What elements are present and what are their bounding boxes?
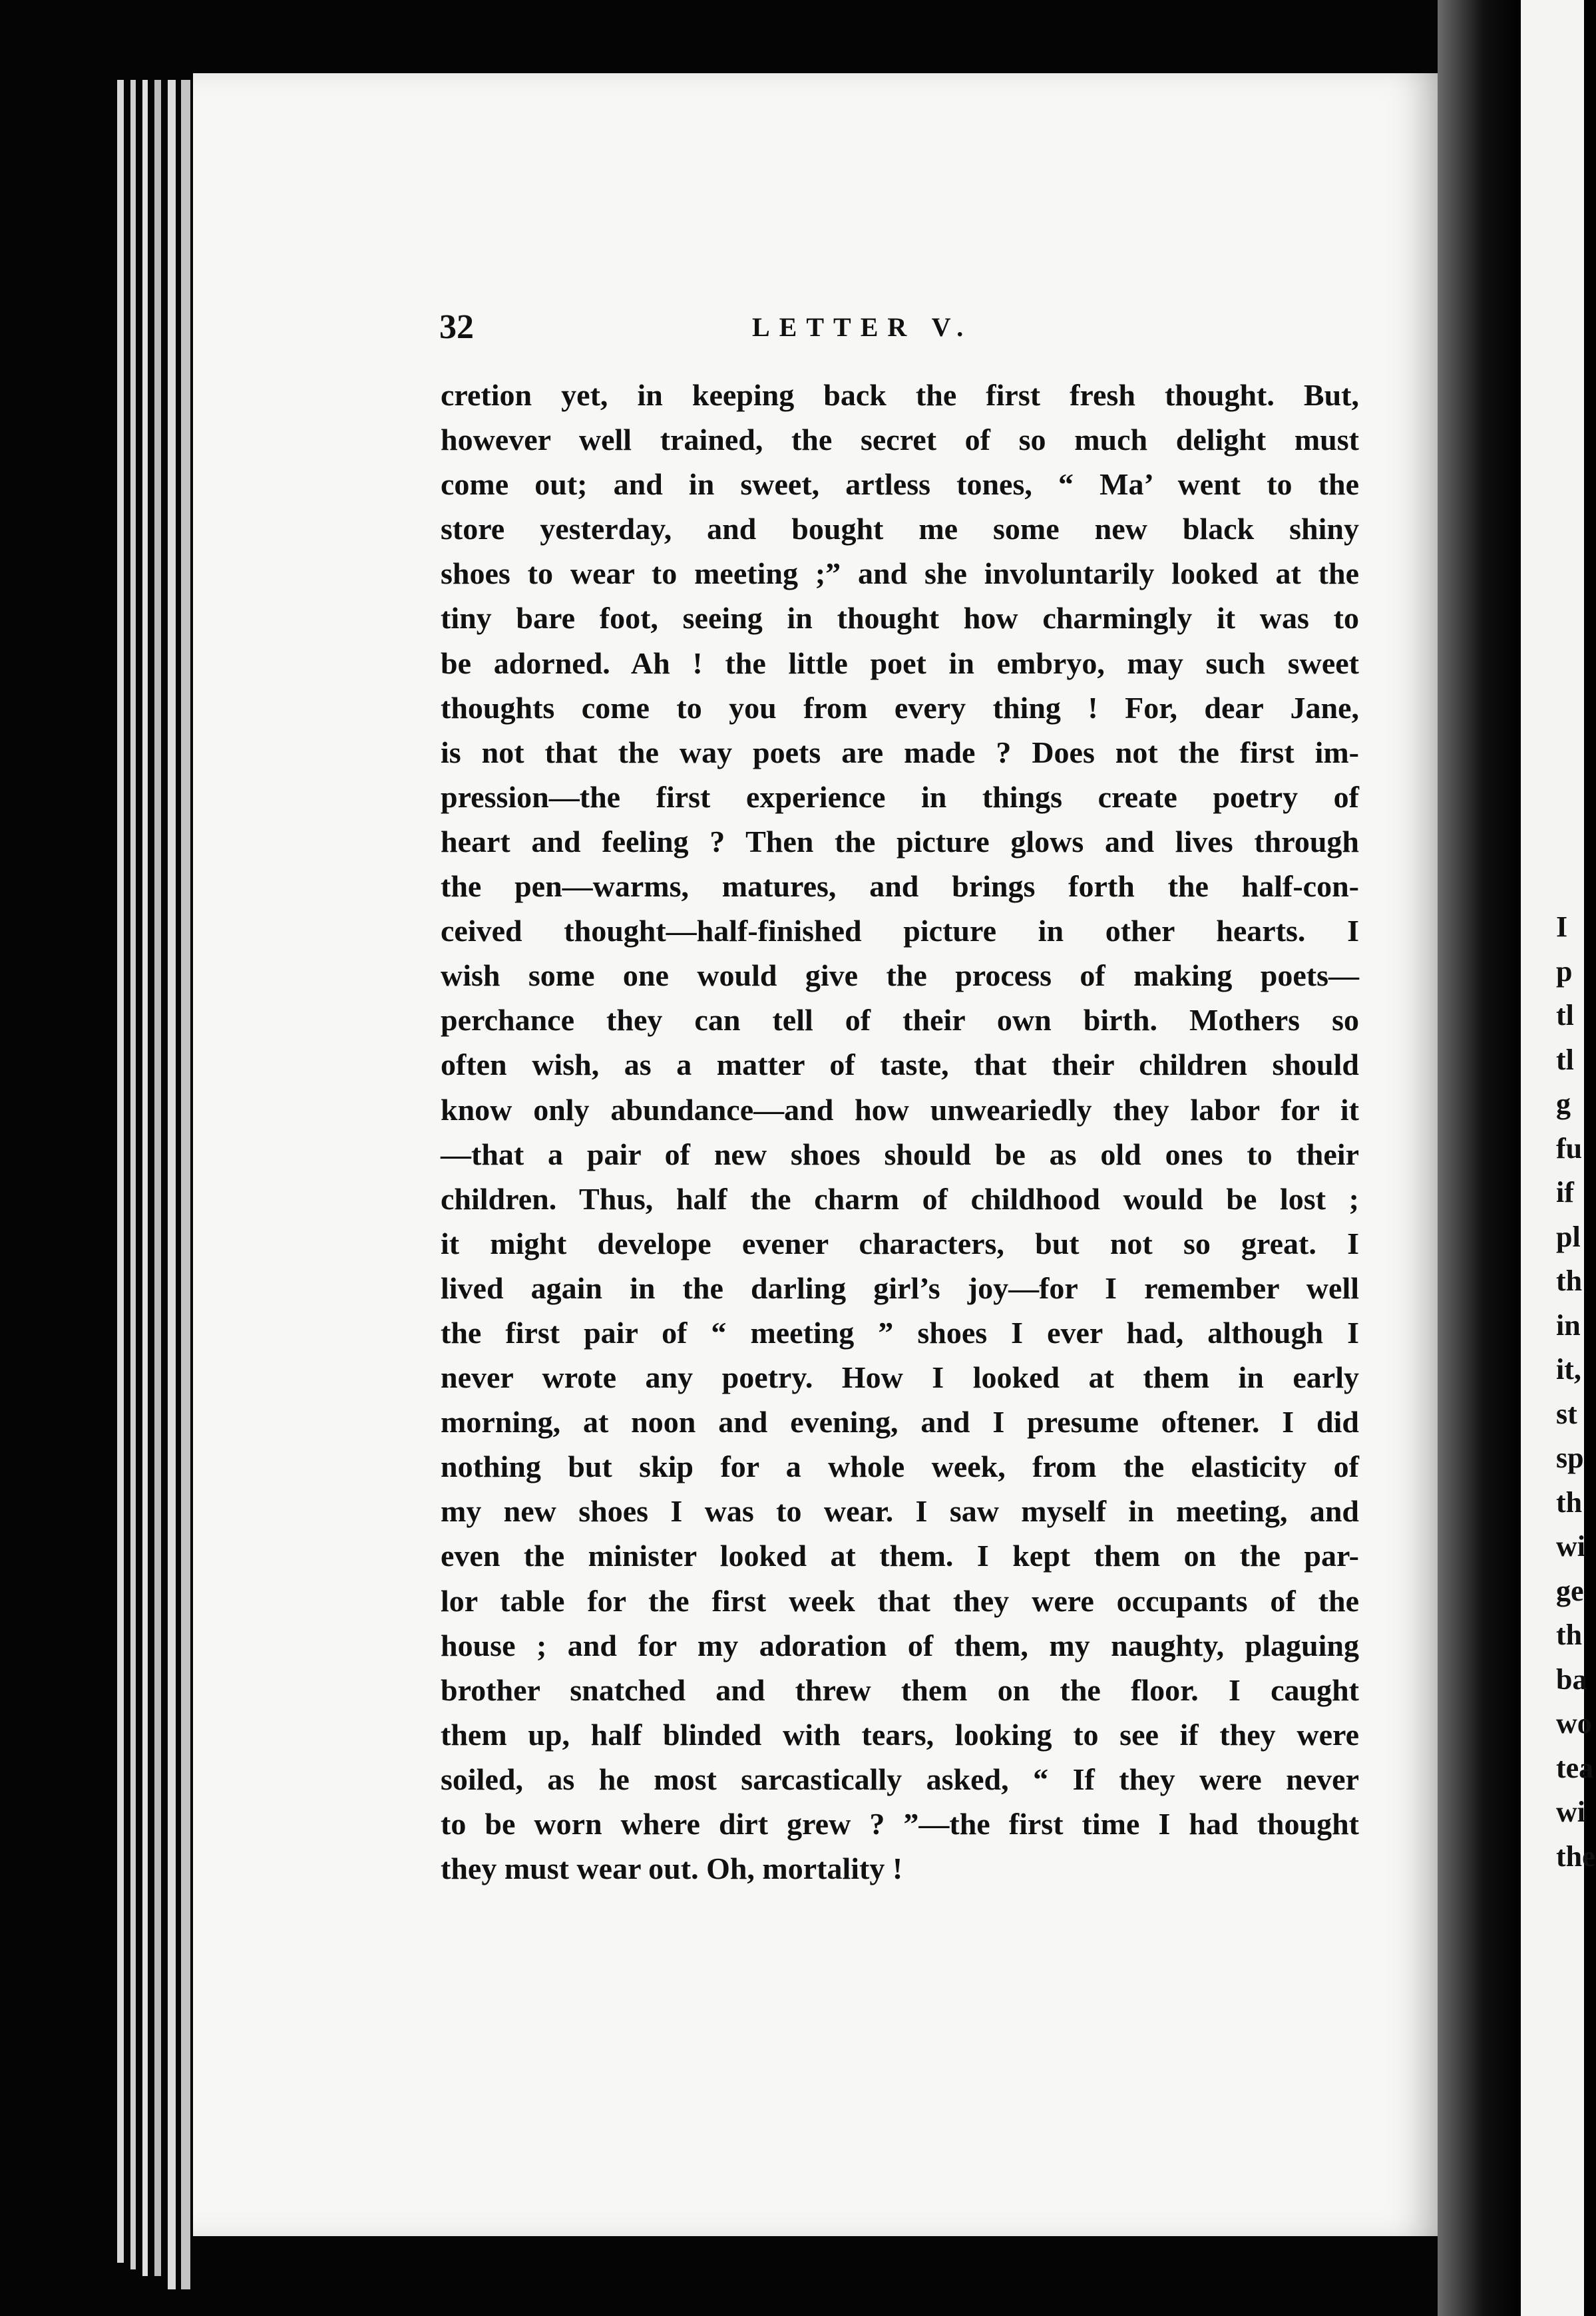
next-page-fragment: wi [1556,1530,1585,1563]
next-page-fragment: tl [1556,999,1574,1032]
next-page-fragment: tl [1556,1043,1574,1076]
text-line: the first pair of “ meeting ” shoes I ever had, although I [441,1315,1359,1350]
text-line: them up, half blinded with tears, looking to see if they were [441,1717,1359,1752]
text-line: lived again in the darling girl’s joy—for I remember well [441,1270,1359,1305]
text-line: cretion yet, in keeping back the first fresh thought. But, [441,378,1359,412]
next-page-fragment: the [1556,1839,1595,1873]
text-line: often wish, as a matter of taste, that their children should [441,1048,1359,1082]
text-line: to be worn where dirt grew ? ”—the first time I had thought [441,1807,1359,1841]
text-line: —that a pair of new shoes should be as old ones to their [441,1137,1359,1171]
text-line: nothing but skip for a whole week, from the elasticity of [441,1449,1359,1484]
text-line: shoes to wear to meeting ;” and she involuntarily looked at the [441,556,1359,591]
page-number: 32 [439,308,474,346]
next-page-text [1556,905,1596,1879]
page-edge [181,80,190,2289]
page-edge [168,80,176,2289]
text-line: wish some one would give the process of making poets— [441,958,1359,993]
text-line: the pen—warms, matures, and brings forth the half-con- [441,869,1359,904]
text-line: thoughts come to you from every thing ! For, dear Jane, [441,690,1359,725]
text-line: they must wear out. Oh, mortality ! [441,1851,903,1886]
next-page-fragment: p [1556,954,1573,988]
next-page-fragment: ge [1556,1574,1584,1607]
page-edge [117,80,124,2263]
text-line: never wrote any poetry. How I looked at them in early [441,1360,1359,1395]
text-line: however well trained, the secret of so much delight must [441,423,1359,457]
page-edge [154,80,161,2276]
text-line: know only abundance—and how unweariedly they labor for it [441,1092,1359,1127]
text-line: house ; and for my adoration of them, my naughty, plaguing [441,1628,1359,1662]
page-edge [130,80,136,2269]
text-line: pression—the first experience in things create poetry of [441,779,1359,814]
text-line: brother snatched and threw them on the floor. I caught [441,1672,1359,1707]
text-line: tiny bare foot, seeing in thought how charmingly it was to [441,601,1359,636]
book-gutter [1438,0,1521,2316]
next-page-fragment: fu [1556,1131,1583,1165]
next-page-fragment: sp [1556,1442,1584,1474]
next-page-fragment: th [1556,1485,1583,1519]
text-line: my new shoes I was to wear. I saw myself in meeting, and [441,1494,1359,1529]
text-line: is not that the way poets are made ? Does not the first im- [441,735,1359,769]
text-line: morning, at noon and evening, and I presume oftener. I did [441,1405,1359,1440]
running-head [439,307,1371,354]
text-line: perchance they can tell of their own birth. Mothers so [441,1003,1359,1038]
text-line: come out; and in sweet, artless tones, “ Ma’ went to the [441,467,1359,502]
next-page-fragment: I [1556,910,1568,943]
chapter-title: LETTER V. [752,312,973,342]
text-line: children. Thus, half the charm of childhood would be lost ; [441,1181,1359,1216]
next-page-fragment: th [1556,1619,1583,1651]
text-line: store yesterday, and bought me some new black shiny [441,512,1359,546]
text-line: even the minister looked at them. I kept them on the par- [441,1539,1359,1573]
next-page-fragment: pl [1556,1220,1581,1253]
next-page-fragment: if [1556,1176,1574,1209]
next-page-fragment: ba [1556,1662,1587,1696]
text-line: lor table for the first week that they were occupants of the [441,1583,1359,1618]
text-line: be adorned. Ah ! the little poet in embryo, may such sweet [441,646,1359,680]
next-page-fragment: in [1556,1308,1581,1342]
text-line: soiled, as he most sarcastically asked, “ If they were never [441,1762,1359,1796]
text-line: ceived thought—half-finished picture in other hearts. I [441,914,1359,948]
next-page-fragment: wi [1556,1796,1585,1828]
next-page-fragment: st [1556,1397,1577,1430]
body-text [441,373,1359,1891]
next-page-fragment: g [1556,1087,1571,1120]
next-page-fragment: th [1556,1264,1583,1297]
next-page-fragment: wo [1556,1707,1592,1740]
next-page-fragment: it, [1556,1353,1581,1386]
text-line: it might develope evener characters, but not so great. I [441,1226,1359,1260]
text-line: heart and feeling ? Then the picture glows and lives through [441,824,1359,859]
page-edge [142,80,148,2276]
next-page-fragment: tea [1556,1751,1594,1784]
